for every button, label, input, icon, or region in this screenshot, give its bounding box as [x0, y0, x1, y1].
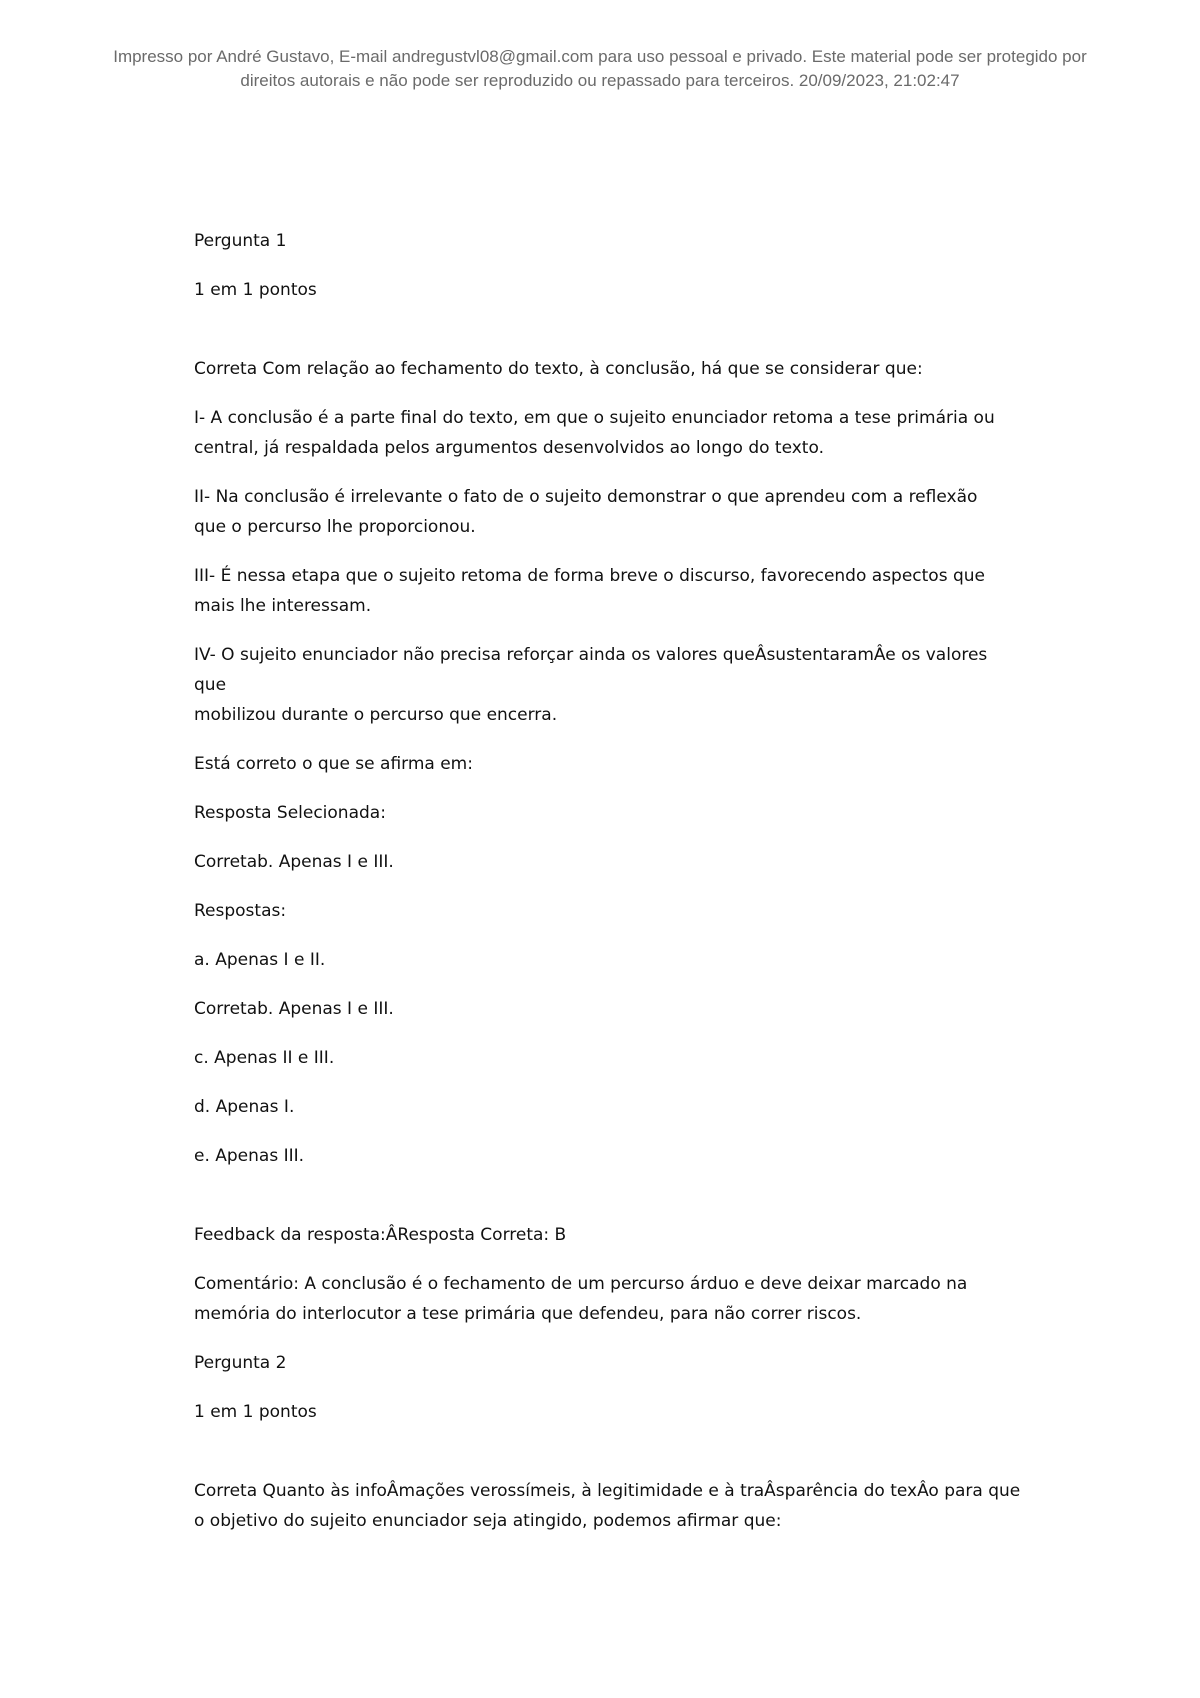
answer-option-b: Corretab. Apenas I e III. — [194, 999, 394, 1019]
question-1-title: Pergunta 1 — [194, 231, 287, 251]
print-watermark — [40, 45, 1160, 93]
statement-2-line-2: que o percurso lhe proporcionou. — [194, 517, 476, 537]
question-2-prompt-line-1: Correta Quanto às infoÂmações verossímeis, à legitimidade e à traÂsparência do texÂo para que — [194, 1481, 1021, 1501]
statement-1-line-2: central, já respaldada pelos argumentos desenvolvidos ao longo do texto. — [194, 438, 824, 458]
statement-3-line-2: mais lhe interessam. — [194, 596, 372, 616]
question-1-question: Está correto o que se afirma em: — [194, 754, 473, 774]
selected-answer-value: Corretab. Apenas I e III. — [194, 852, 394, 872]
document-body — [194, 226, 1024, 1536]
answer-option-a: a. Apenas I e II. — [194, 950, 326, 970]
statement-1-line-1: I- A conclusão é a parte final do texto, em que o sujeito enunciador retoma a tese primária ou — [194, 408, 995, 428]
question-2-points: 1 em 1 pontos — [194, 1402, 317, 1422]
comment-line-1: Comentário: A conclusão é o fechamento de um percurso árduo e deve deixar marcado na — [194, 1274, 968, 1294]
question-1-prompt: Correta Com relação ao fechamento do texto, à conclusão, há que se considerar que: — [194, 359, 923, 379]
watermark-line-1: Impresso por André Gustavo, E-mail andregustvl08@gmail.com para uso pessoal e privado. Este material pode ser protegido por — [113, 47, 1087, 66]
answer-option-e: e. Apenas III. — [194, 1146, 305, 1166]
answer-option-c: c. Apenas II e III. — [194, 1048, 335, 1068]
selected-answer-label: Resposta Selecionada: — [194, 803, 386, 823]
question-2-title: Pergunta 2 — [194, 1353, 287, 1373]
comment-line-2: memória do interlocutor a tese primária que defendeu, para não correr riscos. — [194, 1304, 862, 1324]
answer-option-d: d. Apenas I. — [194, 1097, 295, 1117]
statement-3-line-1: III- É nessa etapa que o sujeito retoma de forma breve o discurso, favorecendo aspectos que — [194, 566, 985, 586]
statement-4-line-1: IV- O sujeito enunciador não precisa reforçar ainda os valores queÂsustentaramÂe os valores que — [194, 645, 988, 695]
question-2-prompt-line-2: o objetivo do sujeito enunciador seja atingido, podemos afirmar que: — [194, 1511, 782, 1531]
answers-label: Respostas: — [194, 901, 287, 921]
statement-4-line-2: mobilizou durante o percurso que encerra. — [194, 705, 558, 725]
question-1-points: 1 em 1 pontos — [194, 280, 317, 300]
statement-2-line-1: II- Na conclusão é irrelevante o fato de o sujeito demonstrar o que aprendeu com a reflexão — [194, 487, 978, 507]
feedback-line: Feedback da resposta:ÂResposta Correta: B — [194, 1225, 567, 1245]
watermark-line-2: direitos autorais e não pode ser reproduzido ou repassado para terceiros. 20/09/2023, 21:02:47 — [240, 71, 960, 90]
